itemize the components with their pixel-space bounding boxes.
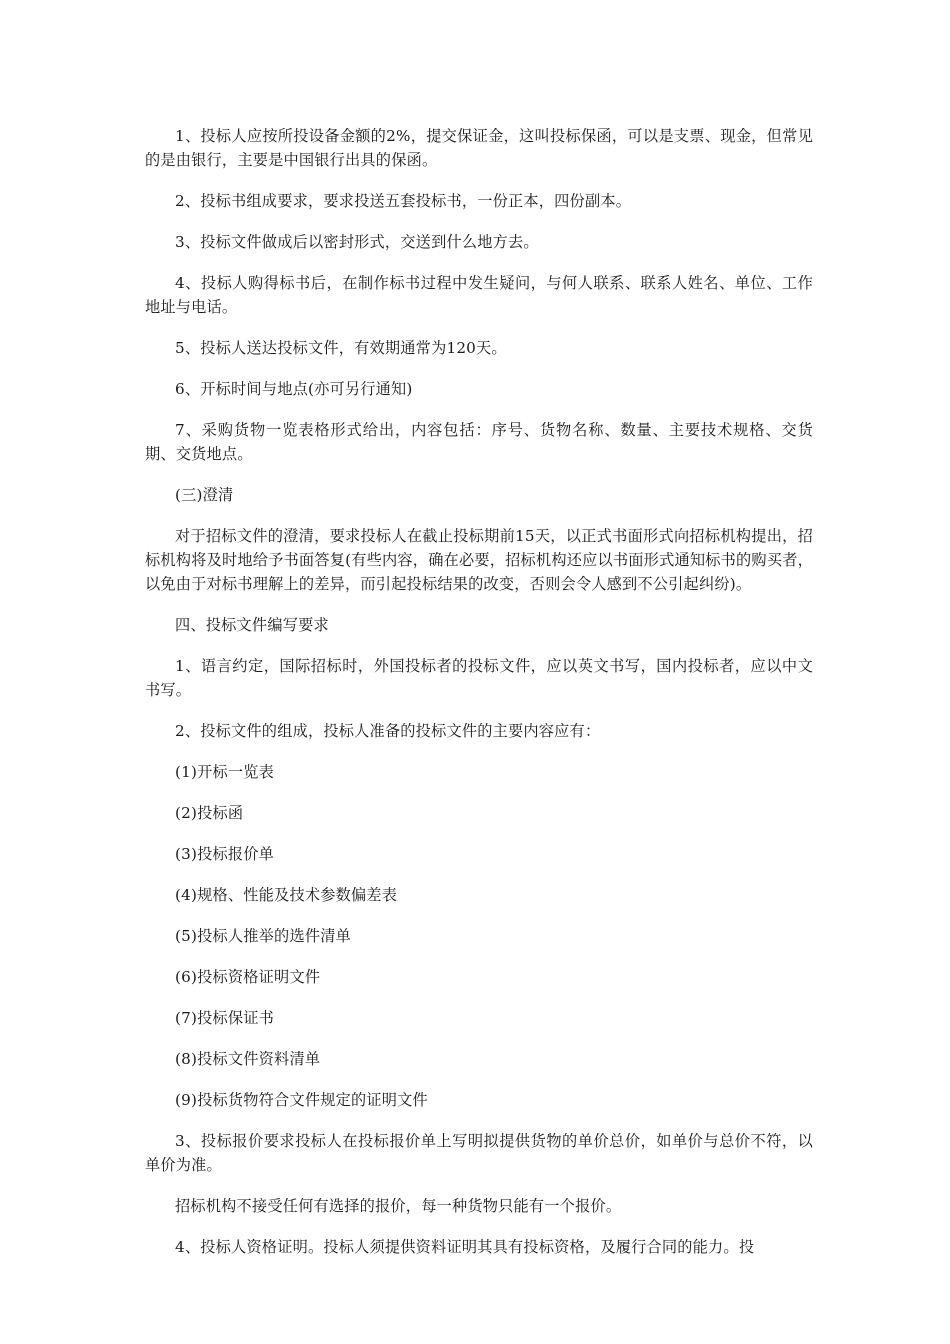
paragraph-pricing: 3、投标报价要求投标人在投标报价单上写明拟提供货物的单价总价，如单价与总价不符，以单价为准。 — [145, 1132, 813, 1174]
list-item: (5)投标人推举的选件清单 — [175, 927, 351, 945]
list-item: (8)投标文件资料清单 — [175, 1050, 321, 1068]
document-body — [145, 124, 813, 1276]
list-item: (9)投标货物符合文件规定的证明文件 — [175, 1091, 428, 1109]
paragraph-validity: 5、投标人送达投标文件，有效期通常为120天。 — [175, 339, 507, 357]
paragraph-qualification: 4、投标人资格证明。投标人须提供资料证明其具有投标资格，及履行合同的能力。投 — [175, 1238, 755, 1256]
paragraph-bid-copies: 2、投标书组成要求，要求投送五套投标书，一份正本，四份副本。 — [175, 192, 632, 210]
paragraph-contact: 4、投标人购得标书后，在制作标书过程中发生疑问，与何人联系、联系人姓名、单位、工作地址与电话。 — [145, 274, 813, 316]
list-item: (4)规格、性能及技术参数偏差表 — [175, 886, 398, 904]
paragraph-sealed-delivery: 3、投标文件做成后以密封形式，交送到什么地方去。 — [175, 233, 539, 251]
paragraph-single-quote: 招标机构不接受任何有选择的报价，每一种货物只能有一个报价。 — [175, 1197, 622, 1215]
list-item: (3)投标报价单 — [175, 845, 275, 863]
paragraph-opening: 6、开标时间与地点(亦可另行通知) — [175, 380, 413, 398]
paragraph-clarification: 对于招标文件的澄清，要求投标人在截止投标期前15天，以正式书面形式向招标机构提出，招标机构将及时地给予书面答复(有些内容，确在必要，招标机构还应以书面形式通知标书的购买者，以免由于对标书理解上的差异，而引起投标结果的改变，否则会令人感到不公引起纠纷)。 — [145, 527, 813, 593]
list-item: (1)开标一览表 — [175, 763, 275, 781]
paragraph-language: 1、语言约定，国际招标时，外国投标者的投标文件，应以英文书写，国内投标者，应以中文书写。 — [145, 657, 813, 699]
paragraph-deposit: 1、投标人应按所投设备金额的2%，提交保证金，这叫投标保函，可以是支票、现金，但常见的是由银行，主要是中国银行出具的保函。 — [145, 127, 813, 169]
paragraph-composition: 2、投标文件的组成，投标人准备的投标文件的主要内容应有： — [175, 722, 601, 740]
list-item: (6)投标资格证明文件 — [175, 968, 321, 986]
section-heading-bid-writing: 四、投标文件编写要求 — [175, 616, 329, 634]
section-heading-clarification: (三)澄清 — [175, 486, 234, 504]
list-item: (2)投标函 — [175, 804, 244, 822]
paragraph-goods-table: 7、采购货物一览表格形式给出，内容包括：序号、货物名称、数量、主要技术规格、交货期、交货地点。 — [145, 421, 813, 463]
list-item: (7)投标保证书 — [175, 1009, 275, 1027]
